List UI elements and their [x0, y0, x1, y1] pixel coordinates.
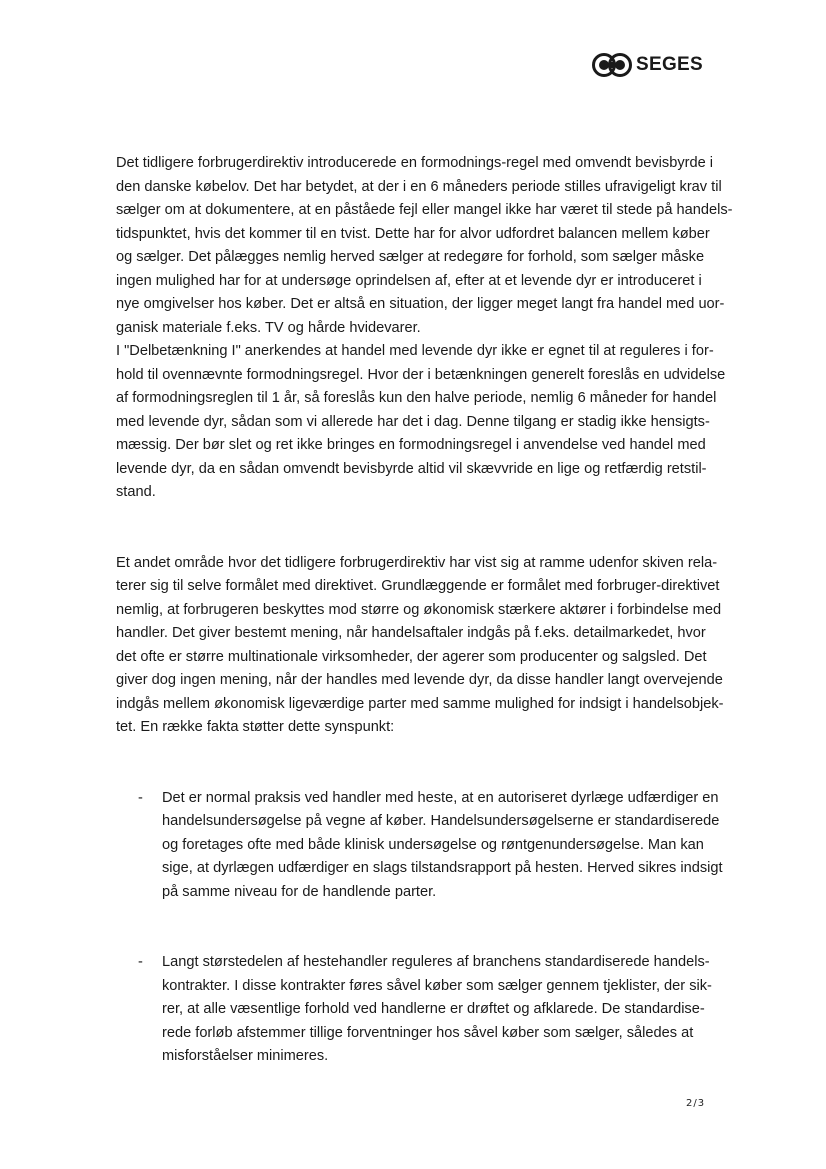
text-line: sælger om at dokumentere, at en påståede fejl eller mangel ikke har været til stede på handels- [116, 202, 733, 218]
paragraph-spacer [116, 528, 756, 552]
paragraph-spacer [116, 904, 756, 928]
paragraph-formodningsregel [116, 152, 756, 340]
text-line: nye omgivelser hos køber. Det er altså en situation, der ligger meget langt fra handel med uor- [116, 296, 725, 312]
text-line: giver dog ingen mening, når der handles med levende dyr, da disse handler langt overvejende [116, 672, 723, 688]
bullet-item [116, 787, 762, 905]
text-line: stand. [116, 484, 156, 500]
text-line: tidspunktet, hvis det kommer til en tvist. Dette har for alvor udfordret balancen mellem køber [116, 225, 710, 242]
seges-logo [592, 52, 703, 78]
paragraph-spacer [116, 740, 756, 764]
text-line: indgås mellem økonomisk ligeværdige parter med samme mulighed for indsigt i handelsobjek- [116, 695, 724, 712]
page-number: 2/3 [686, 1098, 706, 1109]
text-line: den danske købelov. Det har betydet, at der i en 6 måneders periode stilles ufravigeligt krav til [116, 178, 722, 195]
text-line: sige, at dyrlægen udfærdiger en slags tilstandsrapport på hesten. Herved sikres indsigt [162, 860, 723, 876]
text-line: det ofte er større multinationale virksomheder, der agerer som producenter og salgsled. Det [116, 648, 707, 665]
text-line: af formodningsreglen til 1 år, så foreslås kun den halve periode, nemlig 6 måneder for handel [116, 390, 717, 406]
text-line: hold til ovennævnte formodningsregel. Hvor der i betænkningen generelt foreslås en udvidelse [116, 366, 726, 383]
paragraph-delbetaenkning [116, 340, 756, 505]
text-line: ganisk materiale f.eks. TV og hårde hvidevarer. [116, 319, 421, 336]
text-line: kontrakter. I disse kontrakter føres såvel køber som sælger gennem tjeklister, der sik- [162, 977, 712, 994]
bullet-marker: - [138, 954, 143, 970]
paragraph-spacer [116, 928, 756, 952]
seges-logo-icon [592, 52, 634, 78]
text-line: handler. Det giver bestemt mening, når handelsaftaler indgås på f.eks. detailmarkedet, hvor [116, 625, 706, 641]
text-line: med levende dyr, sådan som vi allerede har det i dag. Denne tilgang er stadig ikke hensigts- [116, 413, 710, 430]
text-line: levende dyr, da en sådan omvendt bevisbyrde altid vil skævvride en lige og retfærdig retstil- [116, 460, 707, 477]
text-line: terer sig til selve formålet med direktivet. Grundlæggende er formålet med forbruger-direktivet [116, 578, 720, 594]
text-line: handelsundersøgelse på vegne af køber. Handelsundersøgelserne er standardiserede [162, 813, 720, 829]
text-line: misforståelser minimeres. [162, 1048, 329, 1064]
paragraph-formaal [116, 552, 756, 740]
text-line: mæssig. Der bør slet og ret ikke bringes en formodningsregel i anvendelse ved handel med [116, 437, 706, 453]
text-line: Et andet område hvor det tidligere forbrugerdirektiv har vist sig at ramme udenfor skiven rela- [116, 554, 718, 571]
text-line: Det er normal praksis ved handler med heste, at en autoriseret dyrlæge udfærdiger en [162, 789, 719, 806]
bullet-marker: - [138, 789, 143, 806]
paragraph-spacer [116, 505, 756, 529]
bullet-item [116, 951, 762, 1069]
text-line: I "Delbetænkning I" anerkendes at handel med levende dyr ikke er egnet til at reguleres i for- [116, 343, 714, 359]
text-line: nemlig, at forbrugeren beskyttes mod større og økonomisk stærkere aktører i forbindelse med [116, 601, 722, 618]
text-line: og foretages ofte med både klinisk undersøgelse og røntgenundersøgelse. Man kan [162, 836, 704, 853]
text-line: Det tidligere forbrugerdirektiv introducerede en formodnings-regel med omvendt bevisbyrde i [116, 155, 714, 171]
logo-wordmark: SEGES [636, 54, 703, 75]
document-body [116, 152, 756, 1069]
text-line: på samme niveau for de handlende parter. [162, 883, 437, 900]
text-line: rer, at alle væsentlige forhold ved handlerne er drøftet og afklarede. De standardise- [162, 1001, 705, 1017]
bullet-list [116, 787, 756, 1069]
text-line: og sælger. Det pålægges nemlig herved sælger at redegøre for forhold, som sælger måske [116, 249, 705, 265]
text-line: rede forløb afstemmer tillige forventninger hos såvel køber som sælger, således at [162, 1024, 694, 1041]
text-line: tet. En række fakta støtter dette synspunkt: [116, 719, 395, 735]
text-line: Langt størstedelen af hestehandler reguleres af branchens standardiserede handels- [162, 954, 710, 970]
paragraph-spacer [116, 763, 756, 787]
text-line: ingen mulighed har for at undersøge oprindelsen af, efter at et levende dyr er introduceret i [116, 272, 702, 289]
